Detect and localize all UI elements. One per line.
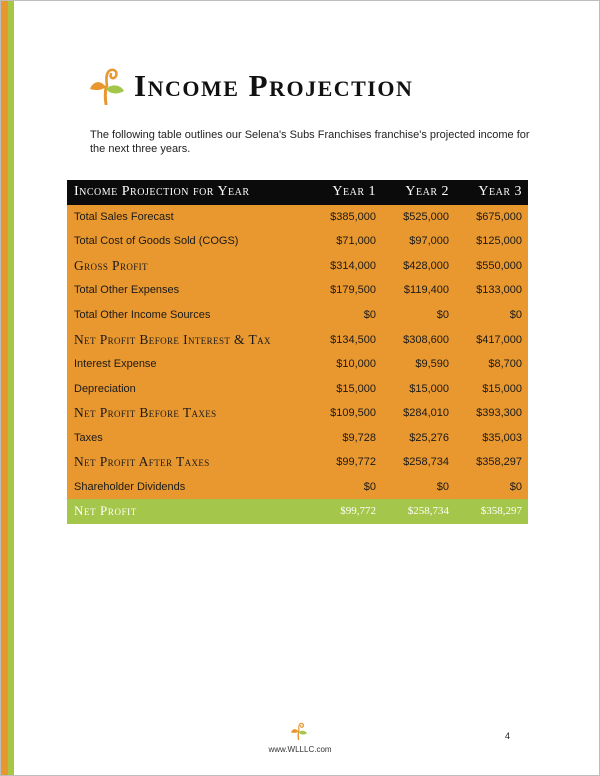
row-value: $0	[436, 309, 449, 321]
table-row	[67, 303, 528, 328]
row-label: Total Sales Forecast	[74, 210, 174, 223]
row-value: $25,276	[409, 431, 449, 444]
table-row	[67, 205, 528, 230]
row-value: $385,000	[330, 210, 376, 223]
table-row	[67, 475, 528, 500]
row-value: $10,000	[336, 358, 376, 371]
row-label: Shareholder Dividends	[74, 480, 186, 493]
sprout-logo-icon	[291, 722, 307, 740]
row-value: $134,500	[330, 333, 376, 346]
row-value: $125,000	[476, 235, 522, 248]
column-header: Year 1	[309, 180, 382, 205]
column-header: Year 2	[382, 180, 455, 205]
row-value: $358,297	[480, 505, 522, 518]
row-value: $308,600	[403, 333, 449, 346]
row-value: $99,772	[340, 505, 376, 518]
row-value: $675,000	[476, 210, 522, 223]
row-label: Taxes	[74, 431, 103, 444]
net-profit-row	[67, 499, 528, 524]
row-label: Interest Expense	[74, 358, 157, 371]
row-value: $0	[509, 309, 522, 321]
row-value: $358,297	[476, 456, 522, 469]
row-value: $15,000	[409, 382, 449, 395]
row-value: $8,700	[488, 358, 522, 371]
column-header: Year 3	[455, 180, 528, 205]
row-label: Total Other Income Sources	[74, 309, 211, 321]
row-value: $314,000	[330, 259, 376, 272]
orange-side-stripe	[0, 0, 8, 776]
row-value: $0	[436, 480, 449, 493]
row-label: Total Cost of Goods Sold (COGS)	[74, 235, 239, 248]
sprout-logo-icon	[90, 67, 124, 105]
intro-paragraph: The following table outlines our Selena's Subs Franchises franchise's projected income for the next three years.	[90, 129, 530, 155]
row-value: $428,000	[403, 259, 449, 272]
row-value: $71,000	[336, 235, 376, 248]
table-row	[67, 352, 528, 377]
table-row	[67, 229, 528, 254]
column-header: Income Projection for Year	[67, 180, 309, 205]
row-label: Net Profit After Taxes	[74, 454, 210, 470]
table-row	[67, 376, 528, 401]
row-value: $284,010	[403, 407, 449, 420]
row-value: $119,400	[403, 284, 449, 297]
row-value: $109,500	[330, 407, 376, 420]
row-value: $9,590	[415, 358, 449, 371]
row-value: $0	[509, 480, 522, 493]
row-value: $97,000	[409, 235, 449, 248]
table-row	[67, 425, 528, 450]
row-value: $550,000	[476, 259, 522, 272]
page-number: 4	[505, 731, 511, 741]
green-side-stripe	[8, 0, 14, 776]
row-label: Total Other Expenses	[74, 284, 180, 297]
row-value: $0	[363, 480, 376, 493]
table-row	[67, 450, 528, 475]
row-value: $15,000	[482, 382, 522, 395]
page-header	[90, 66, 413, 106]
row-value: $258,734	[403, 456, 449, 469]
table-row	[67, 401, 528, 426]
row-value: $35,003	[482, 431, 522, 444]
row-label: Gross Profit	[74, 257, 148, 273]
row-value: $133,000	[476, 284, 522, 297]
table-row	[67, 278, 528, 303]
row-value: $417,000	[476, 333, 522, 346]
page-title: Income Projection	[134, 68, 414, 103]
row-label: Net Profit Before Taxes	[74, 405, 217, 421]
row-label: Net Profit	[74, 503, 137, 519]
row-value: $0	[363, 309, 376, 321]
table-row	[67, 327, 528, 352]
row-label: Depreciation	[74, 382, 136, 395]
row-value: $179,500	[330, 284, 376, 297]
row-value: $258,734	[407, 505, 449, 518]
income-projection-table	[67, 180, 528, 524]
row-value: $15,000	[336, 382, 376, 395]
row-label: Net Profit Before Interest & Tax	[74, 331, 271, 347]
row-value: $393,300	[476, 407, 522, 420]
row-value: $525,000	[403, 210, 449, 223]
table-header-row	[67, 180, 528, 205]
table-row	[67, 254, 528, 279]
row-value: $9,728	[342, 431, 376, 444]
row-value: $99,772	[336, 456, 376, 469]
footer-url: www.WLLLC.com	[268, 745, 332, 754]
